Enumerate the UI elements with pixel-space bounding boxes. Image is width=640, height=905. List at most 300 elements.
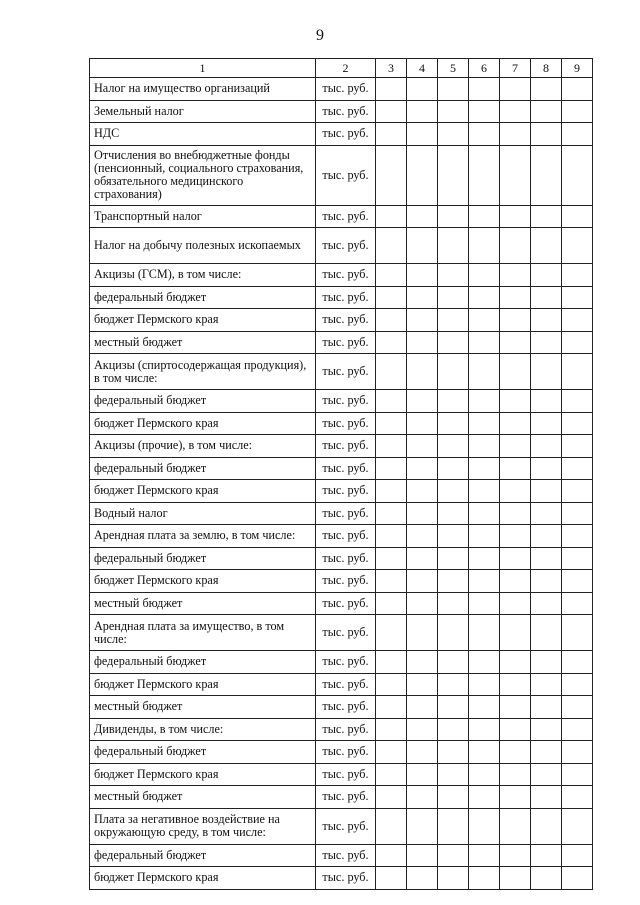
value-cell-col-3 bbox=[376, 615, 407, 651]
indicator-name-cell: местный бюджет bbox=[90, 786, 316, 809]
table-row bbox=[90, 696, 593, 719]
value-cell-col-6 bbox=[469, 435, 500, 458]
indicator-name-cell: федеральный бюджет bbox=[90, 651, 316, 674]
value-cell-col-4 bbox=[407, 205, 438, 228]
indicator-name-cell: Транспортный налог bbox=[90, 205, 316, 228]
value-cell-col-6 bbox=[469, 844, 500, 867]
value-cell-col-3 bbox=[376, 502, 407, 525]
unit-cell: тыс. руб. bbox=[316, 696, 376, 719]
value-cell-col-8 bbox=[531, 331, 562, 354]
value-cell-col-8 bbox=[531, 264, 562, 287]
value-cell-col-8 bbox=[531, 354, 562, 390]
value-cell-col-9 bbox=[562, 100, 593, 123]
value-cell-col-7 bbox=[500, 331, 531, 354]
value-cell-col-5 bbox=[438, 525, 469, 548]
value-cell-col-9 bbox=[562, 205, 593, 228]
indicator-name-cell: Отчисления во внебюджетные фонды (пенсионный, социального страхования, обязательного медицинского страхования) bbox=[90, 145, 316, 205]
value-cell-col-9 bbox=[562, 145, 593, 205]
value-cell-col-6 bbox=[469, 867, 500, 890]
value-cell-col-6 bbox=[469, 354, 500, 390]
value-cell-col-3 bbox=[376, 718, 407, 741]
value-cell-col-9 bbox=[562, 786, 593, 809]
value-cell-col-3 bbox=[376, 412, 407, 435]
value-cell-col-7 bbox=[500, 145, 531, 205]
value-cell-col-6 bbox=[469, 78, 500, 101]
value-cell-col-3 bbox=[376, 592, 407, 615]
unit-cell: тыс. руб. bbox=[316, 592, 376, 615]
value-cell-col-3 bbox=[376, 331, 407, 354]
value-cell-col-4 bbox=[407, 844, 438, 867]
value-cell-col-8 bbox=[531, 763, 562, 786]
value-cell-col-6 bbox=[469, 228, 500, 264]
value-cell-col-7 bbox=[500, 100, 531, 123]
value-cell-col-6 bbox=[469, 525, 500, 548]
value-cell-col-7 bbox=[500, 808, 531, 844]
value-cell-col-4 bbox=[407, 354, 438, 390]
value-cell-col-7 bbox=[500, 354, 531, 390]
value-cell-col-8 bbox=[531, 78, 562, 101]
value-cell-col-3 bbox=[376, 205, 407, 228]
value-cell-col-6 bbox=[469, 309, 500, 332]
value-cell-col-5 bbox=[438, 844, 469, 867]
value-cell-col-7 bbox=[500, 696, 531, 719]
value-cell-col-9 bbox=[562, 435, 593, 458]
table-row bbox=[90, 651, 593, 674]
unit-cell: тыс. руб. bbox=[316, 457, 376, 480]
value-cell-col-7 bbox=[500, 502, 531, 525]
table-row bbox=[90, 786, 593, 809]
unit-cell: тыс. руб. bbox=[316, 867, 376, 890]
value-cell-col-9 bbox=[562, 525, 593, 548]
value-cell-col-9 bbox=[562, 673, 593, 696]
value-cell-col-8 bbox=[531, 696, 562, 719]
value-cell-col-7 bbox=[500, 615, 531, 651]
indicator-name-cell: федеральный бюджет bbox=[90, 547, 316, 570]
indicator-name-cell: Акцизы (прочие), в том числе: bbox=[90, 435, 316, 458]
value-cell-col-7 bbox=[500, 570, 531, 593]
value-cell-col-8 bbox=[531, 786, 562, 809]
value-cell-col-9 bbox=[562, 264, 593, 287]
unit-cell: тыс. руб. bbox=[316, 100, 376, 123]
value-cell-col-7 bbox=[500, 286, 531, 309]
value-cell-col-9 bbox=[562, 78, 593, 101]
value-cell-col-5 bbox=[438, 412, 469, 435]
unit-cell: тыс. руб. bbox=[316, 228, 376, 264]
value-cell-col-8 bbox=[531, 286, 562, 309]
value-cell-col-3 bbox=[376, 570, 407, 593]
indicator-name-cell: местный бюджет bbox=[90, 331, 316, 354]
value-cell-col-6 bbox=[469, 480, 500, 503]
value-cell-col-9 bbox=[562, 354, 593, 390]
indicator-name-cell: бюджет Пермского края bbox=[90, 480, 316, 503]
unit-cell: тыс. руб. bbox=[316, 205, 376, 228]
unit-cell: тыс. руб. bbox=[316, 844, 376, 867]
report-table bbox=[89, 58, 593, 890]
indicator-name-cell: бюджет Пермского края bbox=[90, 570, 316, 593]
table-row bbox=[90, 309, 593, 332]
indicator-name-cell: Водный налог bbox=[90, 502, 316, 525]
value-cell-col-4 bbox=[407, 525, 438, 548]
value-cell-col-5 bbox=[438, 786, 469, 809]
table-row bbox=[90, 145, 593, 205]
value-cell-col-6 bbox=[469, 592, 500, 615]
table-row bbox=[90, 547, 593, 570]
indicator-name-cell: Акцизы (спиртосодержащая продукция), в том числе: bbox=[90, 354, 316, 390]
unit-cell: тыс. руб. bbox=[316, 145, 376, 205]
value-cell-col-6 bbox=[469, 390, 500, 413]
table-row bbox=[90, 205, 593, 228]
value-cell-col-6 bbox=[469, 615, 500, 651]
value-cell-col-6 bbox=[469, 651, 500, 674]
header-cell: 7 bbox=[500, 59, 531, 78]
value-cell-col-4 bbox=[407, 435, 438, 458]
value-cell-col-3 bbox=[376, 286, 407, 309]
value-cell-col-7 bbox=[500, 741, 531, 764]
table-row bbox=[90, 808, 593, 844]
indicator-name-cell: бюджет Пермского края bbox=[90, 673, 316, 696]
value-cell-col-9 bbox=[562, 547, 593, 570]
table-row bbox=[90, 570, 593, 593]
table-row bbox=[90, 718, 593, 741]
value-cell-col-5 bbox=[438, 547, 469, 570]
unit-cell: тыс. руб. bbox=[316, 570, 376, 593]
value-cell-col-4 bbox=[407, 412, 438, 435]
value-cell-col-5 bbox=[438, 435, 469, 458]
value-cell-col-4 bbox=[407, 673, 438, 696]
table-row bbox=[90, 390, 593, 413]
value-cell-col-8 bbox=[531, 412, 562, 435]
indicator-name-cell: НДС bbox=[90, 123, 316, 146]
value-cell-col-6 bbox=[469, 786, 500, 809]
unit-cell: тыс. руб. bbox=[316, 435, 376, 458]
value-cell-col-5 bbox=[438, 78, 469, 101]
value-cell-col-8 bbox=[531, 808, 562, 844]
value-cell-col-8 bbox=[531, 547, 562, 570]
value-cell-col-5 bbox=[438, 502, 469, 525]
unit-cell: тыс. руб. bbox=[316, 615, 376, 651]
indicator-name-cell: бюджет Пермского края bbox=[90, 309, 316, 332]
value-cell-col-5 bbox=[438, 123, 469, 146]
value-cell-col-5 bbox=[438, 741, 469, 764]
value-cell-col-7 bbox=[500, 228, 531, 264]
unit-cell: тыс. руб. bbox=[316, 718, 376, 741]
indicator-name-cell: Налог на имущество организаций bbox=[90, 78, 316, 101]
value-cell-col-6 bbox=[469, 547, 500, 570]
value-cell-col-5 bbox=[438, 354, 469, 390]
value-cell-col-7 bbox=[500, 718, 531, 741]
value-cell-col-3 bbox=[376, 844, 407, 867]
unit-cell: тыс. руб. bbox=[316, 502, 376, 525]
value-cell-col-4 bbox=[407, 763, 438, 786]
value-cell-col-5 bbox=[438, 390, 469, 413]
value-cell-col-3 bbox=[376, 228, 407, 264]
value-cell-col-6 bbox=[469, 457, 500, 480]
header-cell: 2 bbox=[316, 59, 376, 78]
value-cell-col-5 bbox=[438, 696, 469, 719]
indicator-name-cell: Дивиденды, в том числе: bbox=[90, 718, 316, 741]
value-cell-col-8 bbox=[531, 867, 562, 890]
value-cell-col-8 bbox=[531, 205, 562, 228]
value-cell-col-9 bbox=[562, 592, 593, 615]
value-cell-col-8 bbox=[531, 592, 562, 615]
table-row bbox=[90, 867, 593, 890]
value-cell-col-5 bbox=[438, 867, 469, 890]
table-row bbox=[90, 525, 593, 548]
value-cell-col-5 bbox=[438, 592, 469, 615]
value-cell-col-4 bbox=[407, 718, 438, 741]
value-cell-col-6 bbox=[469, 696, 500, 719]
unit-cell: тыс. руб. bbox=[316, 354, 376, 390]
value-cell-col-5 bbox=[438, 615, 469, 651]
table-row bbox=[90, 844, 593, 867]
value-cell-col-3 bbox=[376, 264, 407, 287]
value-cell-col-5 bbox=[438, 673, 469, 696]
table-row bbox=[90, 331, 593, 354]
table-row bbox=[90, 123, 593, 146]
value-cell-col-9 bbox=[562, 867, 593, 890]
unit-cell: тыс. руб. bbox=[316, 123, 376, 146]
value-cell-col-8 bbox=[531, 435, 562, 458]
table-row bbox=[90, 78, 593, 101]
value-cell-col-7 bbox=[500, 867, 531, 890]
value-cell-col-8 bbox=[531, 651, 562, 674]
value-cell-col-3 bbox=[376, 525, 407, 548]
unit-cell: тыс. руб. bbox=[316, 412, 376, 435]
value-cell-col-4 bbox=[407, 78, 438, 101]
table-row bbox=[90, 763, 593, 786]
table-row bbox=[90, 354, 593, 390]
value-cell-col-4 bbox=[407, 615, 438, 651]
value-cell-col-9 bbox=[562, 123, 593, 146]
value-cell-col-8 bbox=[531, 228, 562, 264]
table-row bbox=[90, 673, 593, 696]
value-cell-col-6 bbox=[469, 808, 500, 844]
value-cell-col-7 bbox=[500, 78, 531, 101]
value-cell-col-6 bbox=[469, 502, 500, 525]
value-cell-col-4 bbox=[407, 786, 438, 809]
value-cell-col-9 bbox=[562, 844, 593, 867]
value-cell-col-9 bbox=[562, 570, 593, 593]
value-cell-col-6 bbox=[469, 100, 500, 123]
value-cell-col-9 bbox=[562, 696, 593, 719]
value-cell-col-9 bbox=[562, 480, 593, 503]
table-row bbox=[90, 592, 593, 615]
value-cell-col-7 bbox=[500, 205, 531, 228]
value-cell-col-5 bbox=[438, 286, 469, 309]
value-cell-col-9 bbox=[562, 808, 593, 844]
table-row bbox=[90, 457, 593, 480]
value-cell-col-9 bbox=[562, 331, 593, 354]
value-cell-col-3 bbox=[376, 786, 407, 809]
value-cell-col-9 bbox=[562, 457, 593, 480]
value-cell-col-3 bbox=[376, 123, 407, 146]
unit-cell: тыс. руб. bbox=[316, 786, 376, 809]
value-cell-col-4 bbox=[407, 100, 438, 123]
unit-cell: тыс. руб. bbox=[316, 741, 376, 764]
unit-cell: тыс. руб. bbox=[316, 286, 376, 309]
indicator-name-cell: федеральный бюджет bbox=[90, 286, 316, 309]
value-cell-col-6 bbox=[469, 673, 500, 696]
value-cell-col-7 bbox=[500, 547, 531, 570]
table-row bbox=[90, 100, 593, 123]
header-row bbox=[90, 59, 593, 78]
unit-cell: тыс. руб. bbox=[316, 525, 376, 548]
value-cell-col-5 bbox=[438, 100, 469, 123]
value-cell-col-6 bbox=[469, 412, 500, 435]
header-cell: 5 bbox=[438, 59, 469, 78]
value-cell-col-3 bbox=[376, 309, 407, 332]
value-cell-col-6 bbox=[469, 331, 500, 354]
value-cell-col-9 bbox=[562, 390, 593, 413]
value-cell-col-3 bbox=[376, 867, 407, 890]
header-cell: 1 bbox=[90, 59, 316, 78]
value-cell-col-3 bbox=[376, 145, 407, 205]
header-cell: 6 bbox=[469, 59, 500, 78]
value-cell-col-8 bbox=[531, 480, 562, 503]
value-cell-col-3 bbox=[376, 696, 407, 719]
value-cell-col-4 bbox=[407, 696, 438, 719]
value-cell-col-5 bbox=[438, 718, 469, 741]
indicator-name-cell: местный бюджет bbox=[90, 696, 316, 719]
value-cell-col-5 bbox=[438, 205, 469, 228]
value-cell-col-7 bbox=[500, 786, 531, 809]
value-cell-col-7 bbox=[500, 457, 531, 480]
value-cell-col-9 bbox=[562, 412, 593, 435]
value-cell-col-6 bbox=[469, 741, 500, 764]
value-cell-col-3 bbox=[376, 651, 407, 674]
value-cell-col-8 bbox=[531, 145, 562, 205]
header-cell: 3 bbox=[376, 59, 407, 78]
value-cell-col-6 bbox=[469, 123, 500, 146]
value-cell-col-8 bbox=[531, 100, 562, 123]
value-cell-col-6 bbox=[469, 264, 500, 287]
value-cell-col-7 bbox=[500, 390, 531, 413]
value-cell-col-5 bbox=[438, 808, 469, 844]
unit-cell: тыс. руб. bbox=[316, 78, 376, 101]
value-cell-col-8 bbox=[531, 525, 562, 548]
unit-cell: тыс. руб. bbox=[316, 331, 376, 354]
value-cell-col-5 bbox=[438, 228, 469, 264]
value-cell-col-5 bbox=[438, 457, 469, 480]
value-cell-col-7 bbox=[500, 264, 531, 287]
value-cell-col-3 bbox=[376, 78, 407, 101]
value-cell-col-5 bbox=[438, 763, 469, 786]
table-row bbox=[90, 741, 593, 764]
value-cell-col-7 bbox=[500, 480, 531, 503]
value-cell-col-4 bbox=[407, 286, 438, 309]
value-cell-col-5 bbox=[438, 480, 469, 503]
indicator-name-cell: бюджет Пермского края bbox=[90, 763, 316, 786]
unit-cell: тыс. руб. bbox=[316, 673, 376, 696]
unit-cell: тыс. руб. bbox=[316, 264, 376, 287]
value-cell-col-8 bbox=[531, 718, 562, 741]
value-cell-col-4 bbox=[407, 264, 438, 287]
table-row bbox=[90, 502, 593, 525]
value-cell-col-4 bbox=[407, 592, 438, 615]
value-cell-col-3 bbox=[376, 673, 407, 696]
indicator-name-cell: федеральный бюджет bbox=[90, 741, 316, 764]
table-row bbox=[90, 435, 593, 458]
value-cell-col-4 bbox=[407, 123, 438, 146]
unit-cell: тыс. руб. bbox=[316, 651, 376, 674]
value-cell-col-7 bbox=[500, 435, 531, 458]
value-cell-col-4 bbox=[407, 457, 438, 480]
value-cell-col-5 bbox=[438, 651, 469, 674]
value-cell-col-8 bbox=[531, 673, 562, 696]
value-cell-col-7 bbox=[500, 673, 531, 696]
value-cell-col-5 bbox=[438, 264, 469, 287]
value-cell-col-3 bbox=[376, 547, 407, 570]
value-cell-col-8 bbox=[531, 615, 562, 651]
value-cell-col-7 bbox=[500, 412, 531, 435]
value-cell-col-5 bbox=[438, 570, 469, 593]
value-cell-col-4 bbox=[407, 502, 438, 525]
value-cell-col-8 bbox=[531, 741, 562, 764]
page-number: 9 bbox=[316, 27, 324, 44]
indicator-name-cell: Земельный налог bbox=[90, 100, 316, 123]
indicator-name-cell: бюджет Пермского края bbox=[90, 867, 316, 890]
value-cell-col-5 bbox=[438, 331, 469, 354]
value-cell-col-4 bbox=[407, 480, 438, 503]
value-cell-col-8 bbox=[531, 123, 562, 146]
value-cell-col-3 bbox=[376, 390, 407, 413]
value-cell-col-3 bbox=[376, 808, 407, 844]
value-cell-col-4 bbox=[407, 651, 438, 674]
value-cell-col-7 bbox=[500, 309, 531, 332]
value-cell-col-9 bbox=[562, 309, 593, 332]
value-cell-col-6 bbox=[469, 205, 500, 228]
indicator-name-cell: Налог на добычу полезных ископаемых bbox=[90, 228, 316, 264]
value-cell-col-9 bbox=[562, 741, 593, 764]
indicator-name-cell: федеральный бюджет bbox=[90, 390, 316, 413]
value-cell-col-4 bbox=[407, 331, 438, 354]
value-cell-col-8 bbox=[531, 502, 562, 525]
table-row bbox=[90, 264, 593, 287]
indicator-name-cell: местный бюджет bbox=[90, 592, 316, 615]
value-cell-col-3 bbox=[376, 354, 407, 390]
value-cell-col-7 bbox=[500, 123, 531, 146]
value-cell-col-3 bbox=[376, 100, 407, 123]
value-cell-col-6 bbox=[469, 718, 500, 741]
value-cell-col-5 bbox=[438, 145, 469, 205]
value-cell-col-6 bbox=[469, 145, 500, 205]
indicator-name-cell: федеральный бюджет bbox=[90, 457, 316, 480]
indicator-name-cell: Арендная плата за имущество, в том числе: bbox=[90, 615, 316, 651]
value-cell-col-4 bbox=[407, 808, 438, 844]
value-cell-col-3 bbox=[376, 457, 407, 480]
value-cell-col-9 bbox=[562, 615, 593, 651]
table-row bbox=[90, 412, 593, 435]
value-cell-col-8 bbox=[531, 457, 562, 480]
unit-cell: тыс. руб. bbox=[316, 763, 376, 786]
value-cell-col-4 bbox=[407, 570, 438, 593]
value-cell-col-9 bbox=[562, 286, 593, 309]
value-cell-col-8 bbox=[531, 309, 562, 332]
value-cell-col-7 bbox=[500, 763, 531, 786]
value-cell-col-6 bbox=[469, 286, 500, 309]
unit-cell: тыс. руб. bbox=[316, 808, 376, 844]
value-cell-col-6 bbox=[469, 763, 500, 786]
value-cell-col-7 bbox=[500, 844, 531, 867]
value-cell-col-3 bbox=[376, 480, 407, 503]
value-cell-col-4 bbox=[407, 867, 438, 890]
value-cell-col-5 bbox=[438, 309, 469, 332]
value-cell-col-7 bbox=[500, 651, 531, 674]
table-row bbox=[90, 615, 593, 651]
value-cell-col-4 bbox=[407, 145, 438, 205]
header-cell: 4 bbox=[407, 59, 438, 78]
indicator-name-cell: федеральный бюджет bbox=[90, 844, 316, 867]
